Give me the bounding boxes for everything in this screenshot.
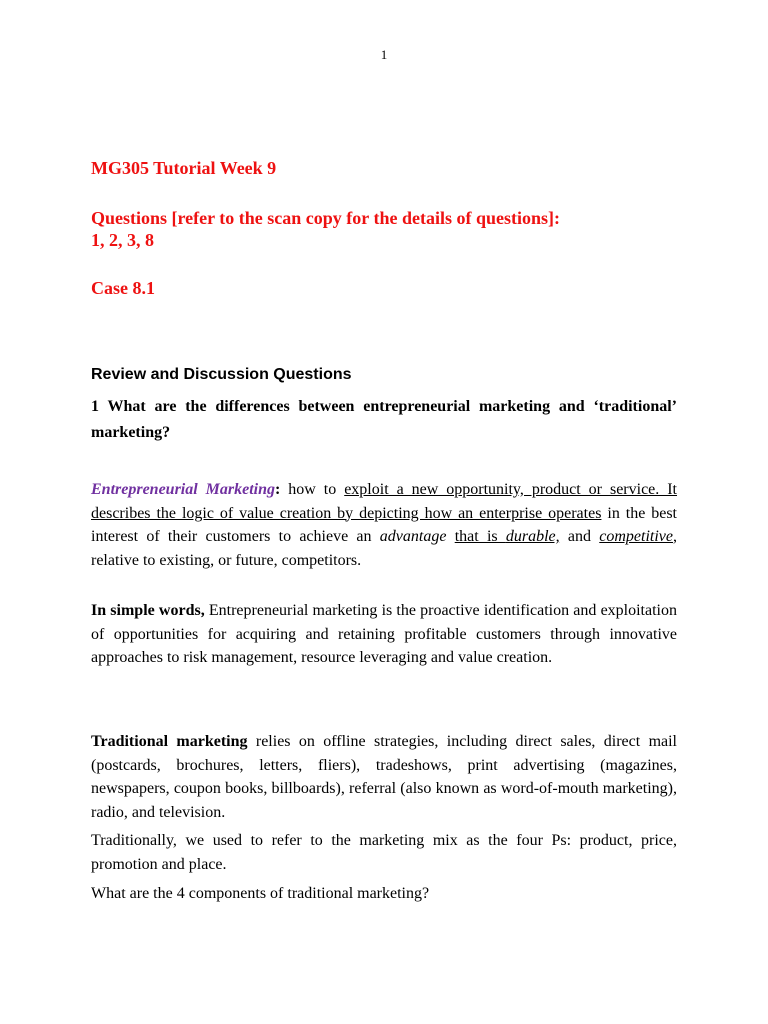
em-text-1: how to <box>280 481 345 498</box>
em-text-2: in the best interest of their customers to achieve an <box>91 504 678 545</box>
page-number: 1 <box>380 47 388 62</box>
marketing-mix-paragraph: Traditionally, we used to refer to the marketing mix as the four Ps: product, price, promotion and place. <box>91 832 677 873</box>
questions-list: 1, 2, 3, 8 <box>91 230 154 250</box>
em-underlined-1: exploit a new opportunity, product or service. It describes the logic of value creation by depicting how an enterprise operates <box>91 481 678 522</box>
em-text-5: , relative to existing, or future, competitors. <box>91 528 678 569</box>
em-competitive: competitive <box>599 528 674 545</box>
simple-lead: In simple words, <box>91 602 205 619</box>
questions-heading: Questions [refer to the scan copy for the details of questions]: <box>91 208 560 228</box>
closing-question: What are the 4 components of traditional marketing? <box>91 885 430 902</box>
simple-words-paragraph <box>91 599 677 670</box>
traditional-marketing-paragraph <box>91 730 677 824</box>
simple-text: Entrepreneurial marketing is the proactive identification and exploitation of opportunities for acquiring and retaining profitable customers through innovative approaches to risk management, resource leveraging and value creation. <box>91 602 677 666</box>
em-advantage: advantage <box>379 528 447 545</box>
case-label: Case 8.1 <box>91 278 155 298</box>
em-text-3 <box>446 528 454 545</box>
em-underlined-2: that is <box>454 528 506 545</box>
em-colon: : <box>275 481 281 498</box>
section-heading: Review and Discussion Questions <box>91 366 352 383</box>
question-1: 1 What are the differences between entrepreneurial marketing and ‘traditional’ marketing? <box>91 398 677 441</box>
traditional-text: relies on offline strategies, including direct sales, direct mail (postcards, brochures, letters, fliers), tradeshows, print advertising (magazines, newspapers, coupon books, billboards), referral (also known as word-of-mouth marketing), radio, and television. <box>91 733 677 821</box>
page-title: MG305 Tutorial Week 9 <box>91 158 277 178</box>
traditional-lead: Traditional marketing <box>91 733 248 750</box>
em-text-4: and <box>559 528 600 545</box>
em-term: Entrepreneurial Marketing <box>91 481 275 498</box>
em-durable: durable, <box>505 528 560 545</box>
entrepreneurial-marketing-paragraph <box>91 478 677 572</box>
